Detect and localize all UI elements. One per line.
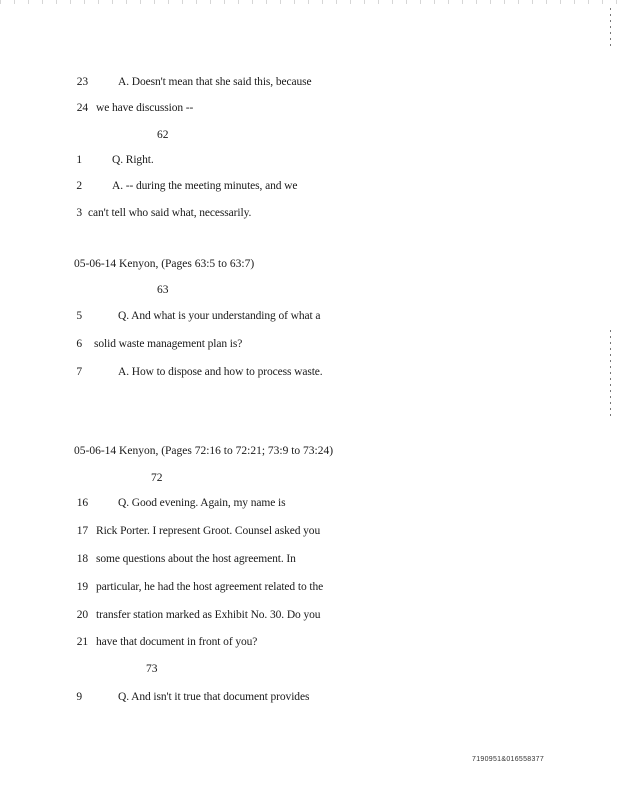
transcript-line: 21 have that document in front of you? xyxy=(76,636,258,648)
transcript-line: 9 Q. And isn't it true that document provides xyxy=(76,691,310,703)
transcript-line: 20 transfer station marked as Exhibit No. 30. Do you xyxy=(76,609,321,621)
transcript-line: 5 Q. And what is your understanding of what a xyxy=(76,310,321,322)
transcript-line: 6 solid waste management plan is? xyxy=(76,338,243,350)
document-id: 7190951&016558377 xyxy=(472,756,545,763)
page-number: 62 xyxy=(157,129,169,141)
transcript-line: 7 A. How to dispose and how to process waste. xyxy=(76,366,323,378)
transcript-line: 1 Q. Right. xyxy=(76,154,154,166)
transcript-line: 3 can't tell who said what, necessarily. xyxy=(76,207,252,219)
transcript-line: 16 Q. Good evening. Again, my name is xyxy=(76,497,286,509)
excerpt-heading: 05-06-14 Kenyon, (Pages 63:5 to 63:7) xyxy=(74,258,255,270)
scan-artifact-edge xyxy=(610,8,611,48)
page-number: 63 xyxy=(157,284,169,296)
scan-artifact-top xyxy=(0,0,619,4)
transcript-line: 19 particular, he had the host agreement related to the xyxy=(76,581,324,593)
transcript-line: 2 A. -- during the meeting minutes, and we xyxy=(76,180,298,192)
transcript-line: 18 some questions about the host agreement. In xyxy=(76,553,296,565)
page-number: 72 xyxy=(151,472,163,484)
excerpt-heading: 05-06-14 Kenyon, (Pages 72:16 to 72:21; 73:9 to 73:24) xyxy=(74,445,334,457)
transcript-line: 24 we have discussion -- xyxy=(76,102,194,114)
transcript-line: 23 A. Doesn't mean that she said this, because xyxy=(76,76,312,88)
transcript-line: 17 Rick Porter. I represent Groot. Counsel asked you xyxy=(76,525,321,537)
scan-artifact-edge xyxy=(610,330,611,420)
page-number: 73 xyxy=(146,663,158,675)
